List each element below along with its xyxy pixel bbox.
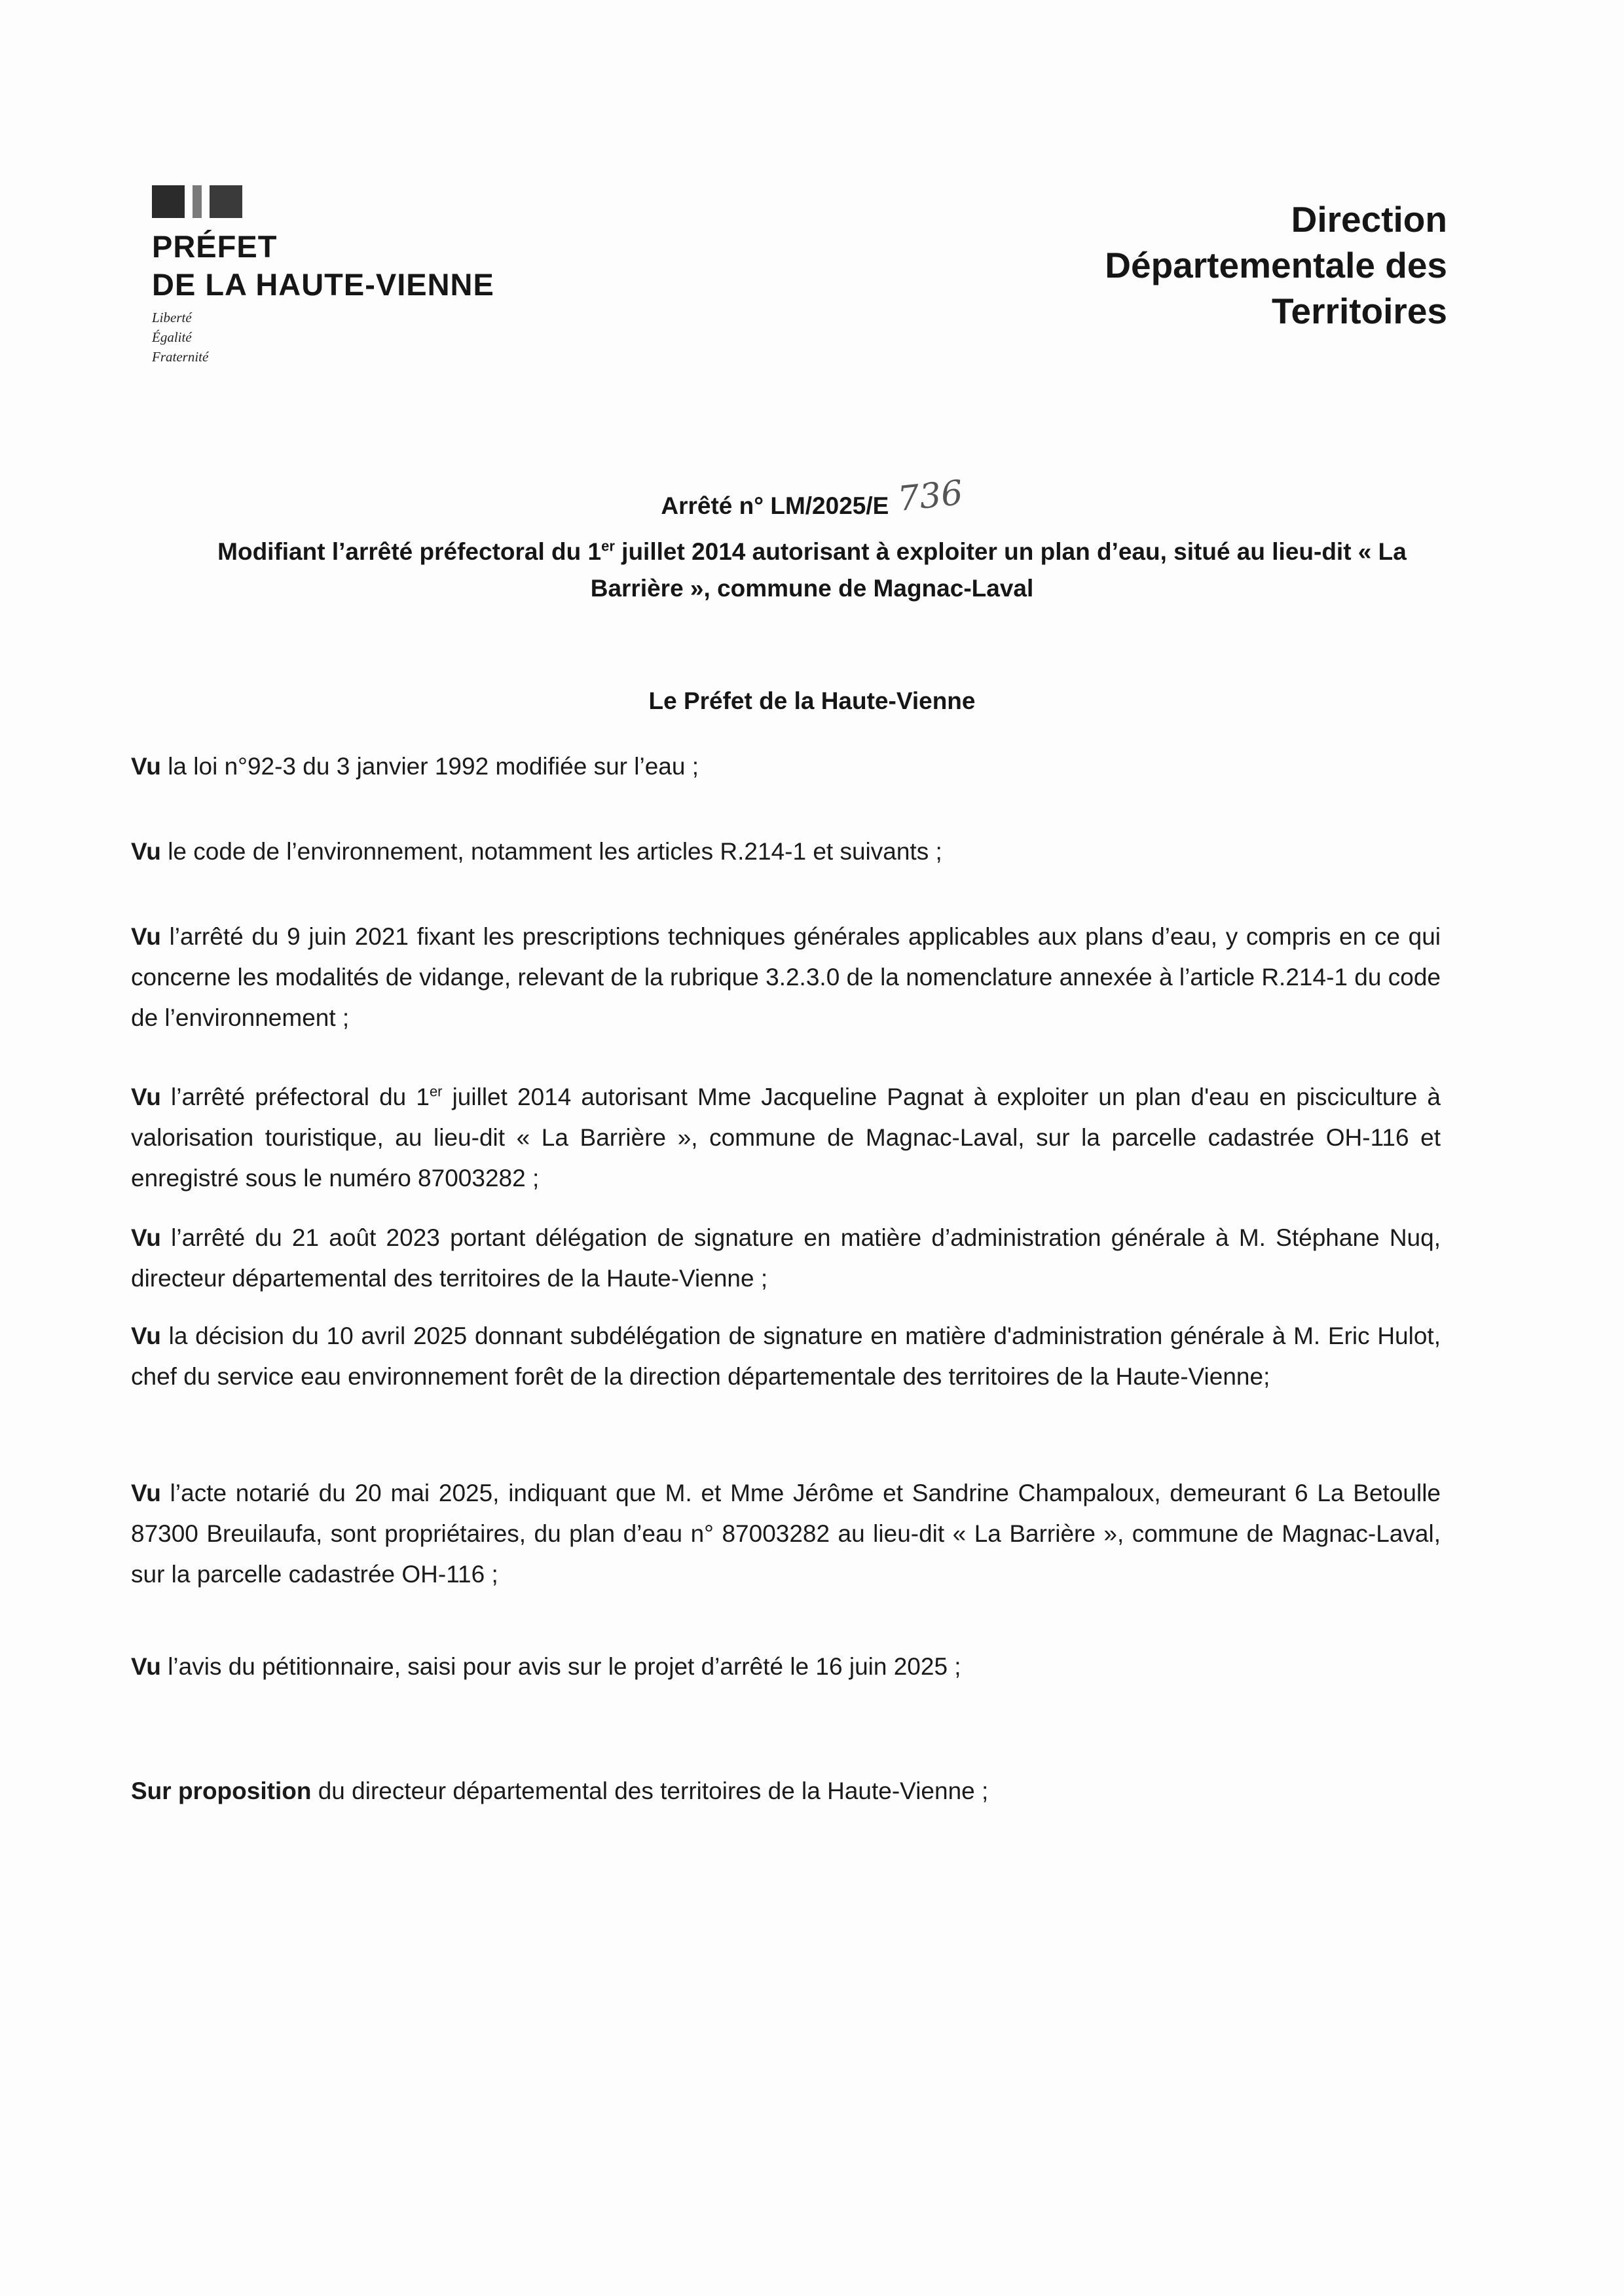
logo-block-icon xyxy=(193,185,202,218)
issuer-heading: Le Préfet de la Haute-Vienne xyxy=(648,687,976,714)
proposition-paragraph: Sur proposition du directeur départemental des territoires de la Haute-Vienne ; xyxy=(131,1777,989,1804)
visa-paragraph: Vu l’avis du pétitionnaire, saisi pour avis sur le projet d’arrêté le 16 juin 2025 ; xyxy=(131,1653,961,1680)
logo-block-icon xyxy=(152,185,185,218)
republic-motto xyxy=(152,308,208,367)
motto-fraternite: Fraternité xyxy=(152,349,209,365)
logo-block-icon xyxy=(210,185,242,218)
motto-liberte: Liberté xyxy=(152,310,192,325)
arrete-number: Arrêté n° LM/2025/E 736 xyxy=(661,473,965,520)
visa-paragraph: Vu la loi n°92-3 du 3 janvier 1992 modifiée sur l’eau ; xyxy=(131,753,699,780)
visa-paragraph: Vu la décision du 10 avril 2025 donnant subdélégation de signature en matière d'administration générale à M. Eric Hulot, chef du service eau environnement forêt de la direction départementale des territoires de la Haute-Vienne; xyxy=(131,1322,1441,1390)
arrete-subject: Modifiant l’arrêté préfectoral du 1er juillet 2014 autorisant à exploiter un plan d’eau, situé au lieu-dit « La Barrière », commune de Magnac-Laval xyxy=(217,538,1407,602)
issuing-direction: Direction Départementale des Territoires xyxy=(1105,199,1447,331)
prefet-title: PRÉFET DE LA HAUTE-VIENNE xyxy=(152,229,494,302)
visa-paragraph: Vu l’arrêté préfectoral du 1er juillet 2014 autorisant Mme Jacqueline Pagnat à exploiter un plan d'eau en pisciculture à valorisation touristique, au lieu-dit « La Barrière », commune de Magnac-Laval, sur la parcelle cadastrée OH-116 et enregistré sous le numéro 87003282 ; xyxy=(131,1083,1441,1192)
handwritten-number: 736 xyxy=(896,473,965,520)
marianne-logo xyxy=(152,185,244,218)
visa-paragraph: Vu l’arrêté du 21 août 2023 portant délégation de signature en matière d’administration générale à M. Stéphane Nuq, directeur départemental des territoires de la Haute-Vienne ; xyxy=(131,1224,1441,1292)
visa-paragraph: Vu l’arrêté du 9 juin 2021 fixant les prescriptions techniques générales applicables aux plans d’eau, y compris en ce qui concerne les modalités de vidange, relevant de la rubrique 3.2.3.0 de la nomenclature annexée à l’article R.214-1 du code de l’environnement ; xyxy=(131,923,1441,1031)
visa-paragraph: Vu l’acte notarié du 20 mai 2025, indiquant que M. et Mme Jérôme et Sandrine Champaloux, demeurant 6 La Betoulle 87300 Breuilaufa, sont propriétaires, du plan d’eau n° 87003282 au lieu-dit « La Barrière », commune de Magnac-Laval, sur la parcelle cadastrée OH-116 ; xyxy=(131,1480,1441,1588)
motto-egalite: Égalité xyxy=(152,329,192,345)
visa-paragraph: Vu le code de l’environnement, notamment les articles R.214-1 et suivants ; xyxy=(131,838,942,865)
